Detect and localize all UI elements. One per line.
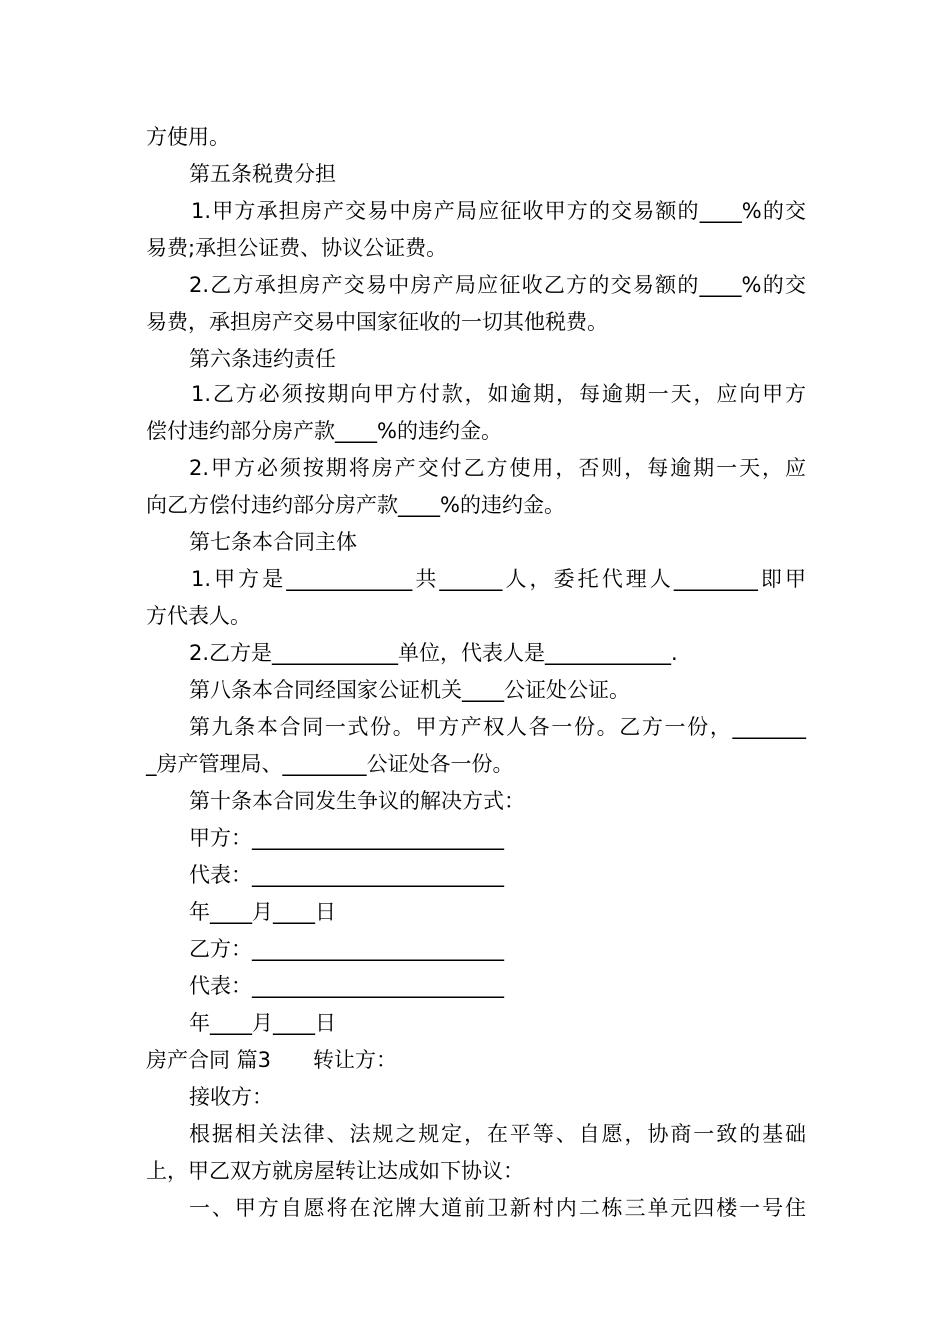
text-line: 方代表人。 [146,604,251,628]
text-line: 方使用。 [146,125,230,149]
section-heading: 第六条违约责任 [189,347,336,371]
text-line: 偿付违约部分房产款____%的违约金。 [146,419,502,443]
text-line: 易费，承担房产交易中国家征收的一切其他税费。 [146,310,608,334]
text-line: 向乙方偿付违约部分房产款____%的违约金。 [146,493,565,517]
signature-line-representative: 代表：________________________ [189,863,504,887]
text-line: 2.甲方必须按期将房产交付乙方使用，否则，每逾期一天，应 [189,456,806,480]
text-line: 第八条本合同经国家公证机关____公证处公证。 [189,678,630,702]
text-line: 2.乙方是____________单位，代表人是____________. [189,641,678,665]
text-line: _房产管理局、________公证处各一份。 [146,752,514,776]
section-heading: 第十条本合同发生争议的解决方式： [189,789,525,813]
text-line: 根据相关法律、法规之规定，在平等、自愿，协商一致的基础 [189,1122,806,1146]
date-line: 年____月____日 [189,900,336,924]
text-line: 一、甲方自愿将在沱牌大道前卫新村内二栋三单元四楼一号住 [189,1196,806,1220]
text-line: 接收方： [189,1085,273,1109]
section-heading: 第五条税费分担 [189,162,336,186]
text-line: 1.乙方必须按期向甲方付款，如逾期，每逾期一天，应向甲方 [191,382,806,406]
text-line: 2.乙方承担房产交易中房产局应征收乙方的交易额的____%的交 [189,273,806,297]
signature-line-party-a: 甲方：________________________ [189,826,504,850]
section-heading: 第七条本合同主体 [189,530,357,554]
text-line: 易费;承担公证费、协议公证费。 [146,236,448,260]
signature-line-representative: 代表：________________________ [189,974,504,998]
signature-line-party-b: 乙方：________________________ [189,937,504,961]
contract-heading: 房产合同 篇3 转让方： [146,1048,398,1072]
text-line: 第九条本合同一式份。甲方产权人各一份。乙方一份，_______ [189,715,806,739]
text-line: 上，甲乙双方就房屋转让达成如下协议： [146,1159,524,1183]
date-line: 年____月____日 [189,1011,336,1035]
text-line: 1.甲方是____________共______人，委托代理人________即甲 [191,567,806,591]
text-line: 1.甲方承担房产交易中房产局应征收甲方的交易额的____%的交 [191,199,806,223]
